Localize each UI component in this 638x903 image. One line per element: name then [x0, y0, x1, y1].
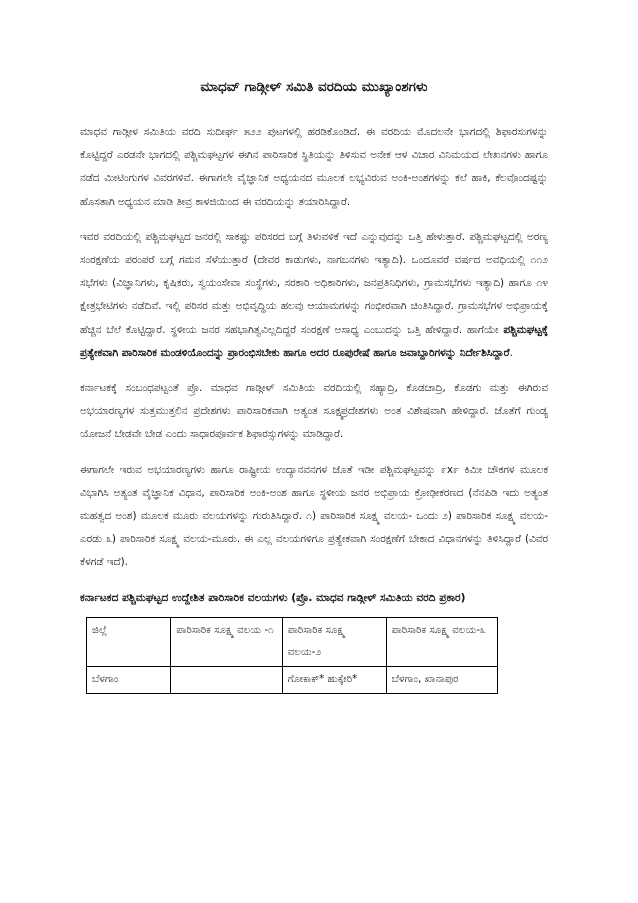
table-cell-zone-1 [171, 666, 282, 693]
table-header-zone-3: ಪಾರಿಸಾರಿಕ ಸೂಕ್ಷ್ಮ ವಲಯ-೩ [386, 617, 497, 666]
paragraph-consultations-tail: . [509, 346, 513, 359]
table-cell-district: ಬೆಳಗಾಂ [87, 666, 171, 693]
paragraph-intro: ಮಾಧವ ಗಾಡ್ಗೀಳ ಸಮಿತಿಯ ವರದಿ ಸುದೀರ್ಘ ೫೨೨ ಪುಟಗಳಲ್ಲಿ ಹರಡಿಕೊಂಡಿದೆ. ಈ ವರದಿಯ ಮೊದಲನೇ ಭಾಗದಲ್ಲಿ ಶಿಫಾರಸುಗಳನ್ನು ಕೊಟ್ಟಿದ್ದರೆ ಎರಡನೇ ಭಾಗದಲ್ಲಿ ಪಶ್ಚಿಮಘಟ್ಟಗಳ ಈಗಿನ ಪಾರಿಸಾರಿಕ ಸ್ಥಿತಿಯನ್ನು ತಿಳಿಸುವ ಅನೇಕ ಆಳ ವಿಚಾರ ವಿನಿಮಯದ ಲೇಖನಗಳು ಹಾಗೂ ನಡೆದ ಮೀಟಿಂಗುಗಳ ವಿವರಗಳಿವೆ. ಈಗಾಗಲೇ ವೈಜ್ಞಾನಿಕ ಅಧ್ಯಯನದ ಮೂಲಕ ಲಭ್ಯವಿರುವ ಅಂಕಿ-ಅಂಶಗಳನ್ನು ಕಲೆ ಹಾಕಿ, ಕೆಲವೊಂದಷ್ಟನ್ನು ಹೊಸತಾಗಿ ಅಧ್ಯಯನ ಮಾಡಿ ತೀವ್ರ ಕಾಳಜಿಯಿಂದ ಈ ವರದಿಯನ್ನು ತಯಾರಿಸಿದ್ದಾರೆ. [80, 125, 548, 208]
zones-table [86, 617, 498, 694]
section-heading: ಕರ್ನಾಟಕದ ಪಶ್ಚಿಮಘಟ್ಟದ ಉದ್ದೇಶಿತ ಪಾರಿಸಾರಿಕ ವಲಯಗಳು (ಪ್ರೊ. ಮಾಧವ ಗಾಡ್ಗೀಳ್ ಸಮಿತಿಯ ವರದಿ ಪ್ರಕಾರ) [80, 591, 466, 604]
paragraph-consultations-text: ಇವರ ವರದಿಯಲ್ಲಿ ಪಶ್ಚಿಮಘಟ್ಟದ ಜನರಲ್ಲಿ ಸಾಕಷ್ಟು ಪರಿಸರದ ಬಗ್ಗೆ ತಿಳುವಳಿಕೆ ಇದೆ ಎನ್ನುವುದನ್ನು ಒತ್ತಿ ಹೇಳುತ್ತಾರೆ. ಪಶ್ಚಿಮಘಟ್ಟದಲ್ಲಿ ಅರಣ್ಯ ಸಂರಕ್ಷಣೆಯ ಪರಂಪರೆ ಬಗ್ಗೆ ಗಮನ ಸೆಳೆಯುತ್ತಾರೆ (ದೇವರ ಕಾಡುಗಳು, ನಾಗಬನಗಳು ಇತ್ಯಾದಿ). ಒಂದೂವರೆ ವರ್ಷದ ಅವಧಿಯಲ್ಲಿ ೧೧೨ ಸಭೆಗಳು (ವಿಜ್ಞಾನಿಗಳು, ಕೃಷಿಕರು, ಸ್ವಯಂಸೇವಾ ಸಂಸ್ಥೆಗಳು, ಸರಕಾರಿ ಅಧಿಕಾರಿಗಳು, ಜನಪ್ರತಿನಿಧಿಗಳು, ಗ್ರಾಮಸಭೆಗಳು ಇತ್ಯಾದಿ) ಹಾಗೂ ೧೪ ಕ್ಷೇತ್ರಭೇಟಿಗಳು ನಡೆದಿವೆ. ಇಲ್ಲಿ ಪರಿಸರ ಮತ್ತು ಅಭಿವೃದ್ಧಿಯ ಹಲವು ಆಯಾಮಗಳನ್ನು ಗಂಭೀರವಾಗಿ ಚಿಂತಿಸಿದ್ದಾರೆ. ಗ್ರಾಮಸಭೆಗಳ ಅಭಿಪ್ರಾಯಕ್ಕೆ ಹೆಚ್ಚಿನ ಬೆಲೆ ಕೊಟ್ಟಿದ್ದಾರೆ. ಸ್ಥಳೀಯ ಜನರ ಸಹಭಾಗಿತ್ವವಿಲ್ಲದಿದ್ದರೆ ಸಂರಕ್ಷಣೆ ಅಸಾಧ್ಯ ಎಂಬುದನ್ನು ಒತ್ತಿ ಹೇಳಿದ್ದಾರೆ. ಹಾಗೆಯೇ [80, 230, 548, 336]
paragraph-consultations [80, 226, 548, 365]
table-header-zone-1: ಪಾರಿಸಾರಿಕ ಸೂಕ್ಷ್ಮ ವಲಯ -೧ [171, 617, 282, 666]
paragraph-zones: ಈಗಾಗಲೇ ಇರುವ ಅಭಯಾರಣ್ಯಗಳು ಹಾಗೂ ರಾಷ್ಟ್ರೀಯ ಉದ್ಯಾನವನಗಳ ಜೊತೆ ಇಡೀ ಪಶ್ಚಿಮಘಟ್ಟವನ್ನು ೯x೯ ಕಿಮೀ ಚೌಕಗಳ ಮೂಲಕ ವಿಭಾಗಿಸಿ ಅತ್ಯಂತ ವೈಜ್ಞಾನಿಕ ವಿಧಾನ, ಪಾರಿಸಾರಿಕ ಅಂಕಿ-ಅಂಶ ಹಾಗೂ ಸ್ಥಳೀಯ ಜನರ ಅಭಿಪ್ರಾಯ ಕ್ರೋಢೀಕರಣದ (ನೆನಪಿಡಿ ಇದು ಅತ್ಯಂತ ಮಹತ್ವದ ಅಂಶ) ಮೂಲಕ ಮೂರು ವಲಯಗಳನ್ನು ಗುರುತಿಸಿದ್ದಾರೆ. ೧) ಪಾರಿಸಾರಿಕ ಸೂಕ್ಷ್ಮ ವಲಯ- ಒಂದು ೨) ಪಾರಿಸಾರಿಕ ಸೂಕ್ಷ್ಮ ವಲಯ-ಎರಡು ೩) ಪಾರಿಸಾರಿಕ ಸೂಕ್ಷ್ಮ ವಲಯ-ಮೂರು. ಈ ಎಲ್ಲ ವಲಯಗಳಿಗೂ ಪ್ರತ್ಯೇಕವಾಗಿ ಸಂರಕ್ಷಣೆಗೆ ಬೇಕಾದ ವಿಧಾನಗಳನ್ನು ತಿಳಿಸಿದ್ದಾರೆ (ವಿವರ ಕೆಳಗಡೆ ಇದೆ). [80, 463, 548, 569]
table-cell-zone-3: ಬೆಳಗಾಂ, ಖಾನಾಪುರ [386, 666, 497, 693]
table-header-district: ಜಿಲ್ಲೆ [87, 617, 171, 666]
document-title: ಮಾಧವ್ ಗಾಡ್ಗೀಳ್ ಸಮಿತಿ ವರದಿಯ ಮುಖ್ಯಾಂಶಗಳು [200, 79, 428, 95]
paragraph-consultations-emphasis: ಪಶ್ಚಿಮಘಟ್ಟಕ್ಕೆ ಪ್ರತ್ಯೇಕವಾಗಿ ಪಾರಿಸಾರಿಕ ಮಂಡಳಿಯೊಂದನ್ನು ಪ್ರಾರಂಭಿಸಬೇಕು ಹಾಗೂ ಅದರ ರೂಪುರೇಷೆ ಹಾಗೂ ಜವಾಬ್ದಾರಿಗಳನ್ನು ನಿರ್ದೇಶಿಸಿದ್ದಾರೆ [80, 323, 548, 359]
table-header-zone-2: ಪಾರಿಸಾರಿಕ ಸೂಕ್ಷ್ಮ ವಲಯ-೨ [282, 617, 386, 666]
table-header-row [87, 617, 498, 666]
paragraph-karnataka: ಕರ್ನಾಟಕಕ್ಕೆ ಸಂಬಂಧಪಟ್ಟಂತೆ ಪ್ರೊ. ಮಾಧವ ಗಾಡ್ಗೀಳ್ ಸಮಿತಿಯ ವರದಿಯಲ್ಲಿ ಸಹ್ಯಾದ್ರಿ, ಕೊಡಚಾದ್ರಿ, ಕೊಡಗು ಮತ್ತು ಈಗಿರುವ ಅಭಯಾರಣ್ಯಗಳ ಸುತ್ತಮುತ್ತಲಿನ ಪ್ರದೇಶಗಳು ಪಾರಿಸಾರಿಕವಾಗಿ ಅತ್ಯಂತ ಸೂಕ್ಷ್ಮಪ್ರದೇಶಗಳು ಅಂತ ವಿಶೇಷವಾಗಿ ಹೇಳಿದ್ದಾರೆ. ಜೊತೆಗೆ ಗುಂಡ್ಯ ಯೋಜನೆ ಬೇಡವೇ ಬೇಡ ಎಂದು ಸಾಧಾರಪೂರ್ವಕ ಶಿಫಾರಸ್ಸುಗಳನ್ನು ಮಾಡಿದ್ದಾರೆ. [80, 381, 548, 441]
table-row [87, 666, 498, 693]
table-cell-zone-2: ಗೋಕಾಕ್* ಹುಕ್ಕೇರಿ* [282, 666, 386, 693]
